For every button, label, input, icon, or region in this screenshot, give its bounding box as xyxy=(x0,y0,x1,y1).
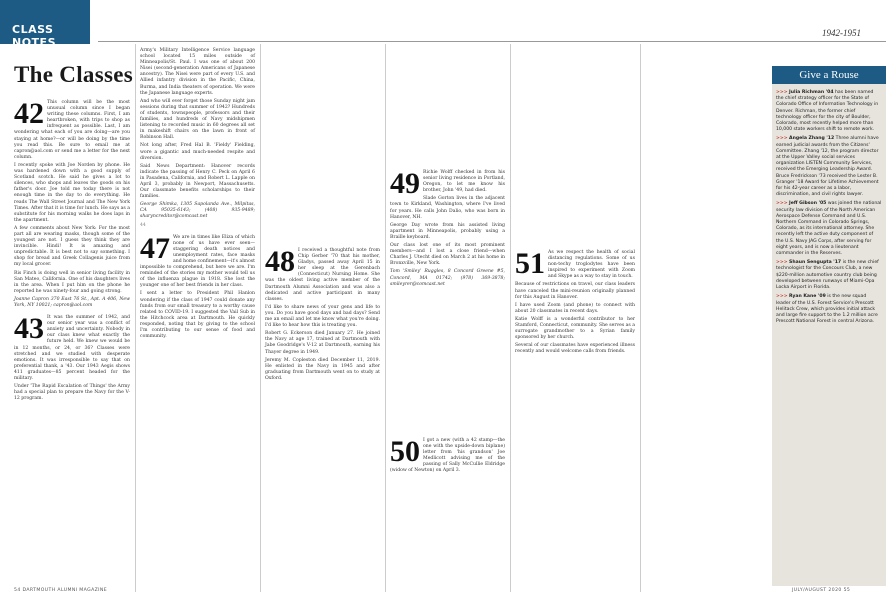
note-paragraph: Because of restrictions on travel, our class leaders have canceled the mini-reunion originally planned for this August in Hanover. xyxy=(515,282,635,300)
note-paragraph: It was the summer of 1942, and our senior year was a conflict of anxiety and uncertainty. Nobody in our class knew what exactly the future held. We knew we would be in 12 months, or 24, or 36? Classes were stretched and we studied with desperate emotions. It was irresponsible to say that on preferential thank, a '43. Our 1943 Aegis shows 411 graduates—85 percent headed for the military. xyxy=(14,315,130,382)
rouse-text: was joined the national security law division of the North American Aerospace Defense Command and U.S. Northern Command in Colorado Springs, Colorado, as its international attorney. She recently left the active duty component of the U.S. Navy JAG Corps, after serving for eight years, and is now a lieutenant commander in the Reserves. xyxy=(776,201,882,257)
column-divider xyxy=(135,44,136,592)
column-3 xyxy=(265,48,380,384)
rouse-text: is the new chief technologist for the Concours Club, a new $220-million automotive country club being developed between runways of Miami-Opa Locka Airport in Florida. xyxy=(776,260,879,291)
note-paragraph: I received a thoughtful note from Chip Gerber '70 that his mother, Gladys, passed away April 15 in her sleep at the Gerenbach (Connecticut) Nursing Home. She was the oldest living active member of the Dartmouth Alumni Association and was also a dedicated and active participant in many classes. xyxy=(265,248,380,302)
rouse-text: has been named the chief strategy officer for the State of Colorado Office of Information Technology in Denver. Richman, the former chief technology officer for the city of Boulder, Colorado, most recently helped more than 10,000 state workers shift to remote work. xyxy=(776,90,879,133)
note-paragraph: Ris Finch is doing well in senior living facility in San Mateo, California. One of his daughters lives in the area. When I put him on the phone he reported he was ninety-four and going strong. xyxy=(14,270,130,294)
section-band xyxy=(0,0,90,49)
note-paragraph: And who will ever forget those Sunday night jam sessions during that summer of 1942? Hundreds of students, townspeople, professors and their families, and hundreds of Navy midshipmen listening to recorded music in 60 degrees all set in makeshift chairs on the lawn in front of Robinson Hall. xyxy=(140,98,255,141)
class-note xyxy=(515,247,635,356)
class-note xyxy=(390,434,505,475)
column-4 xyxy=(390,167,505,476)
note-paragraph: This column will be the most unusual column since I began writing these columns. First, I am heartbroken, with trips to shop as infrequent as possible. Last, I am wondering what each of you are doing—are you staying at home?—or will be doing by the time you read this. Be sure to email me at capron@aol.com or send me a letter for the next column. xyxy=(14,100,130,160)
rouse-name: Shaun Sengupta '17 xyxy=(789,260,842,266)
footer-right: JULY/AUGUST 2020 55 xyxy=(792,588,851,593)
note-signature: George Shimka, 1305 Sapolanda Ave., Milpitas, CA 95035-6143; (408) 935-9489; sharyncreditor@comcast.net xyxy=(140,202,255,220)
class-note xyxy=(390,167,505,288)
note-paragraph: George Day wrote from his assisted living apartment in Minneapolis, probably using a Braille keyboard. xyxy=(390,222,505,240)
chevron-right-icon: >>> xyxy=(776,90,788,95)
page-title: The Classes xyxy=(14,62,133,87)
class-note xyxy=(265,245,380,382)
section-label: CLASS NOTES xyxy=(12,23,56,49)
note-paragraph: Several of our classmates have experienced illness recently and would welcome calls from friends. xyxy=(515,343,635,355)
note-paragraph: Not long after, Fred Hal B. 'Fieldy' Fielding, wore a gigantic and much-needed respite and diversion. xyxy=(140,143,255,161)
column-divider xyxy=(640,44,641,592)
chevron-right-icon: >>> xyxy=(776,136,788,142)
class-year-hidden: 44 xyxy=(140,222,146,228)
note-paragraph xyxy=(645,48,765,54)
note-signature: Joanne Capron 370 East 76 St., Apt. A 406, New York, NY 10021; capron@aol.com xyxy=(14,296,130,308)
column-1 xyxy=(14,97,130,404)
note-paragraph: I have used Zoom (and phone) to connect with about 20 classmates in recent days. xyxy=(515,302,635,314)
class-note xyxy=(14,97,130,309)
note-paragraph: I recently spoke with Joe Norden by phone. He was hardened down with a good supply of Scotland scotch. He said he gives a lot to silences, who shops and leaves the goods on his father's door. Joe told me today there is not enough time in the day to do everything. He reads The Wall Street Journal and The New York Times. After that it is time for lunch. He says as a substitute for his morning walks he does laps in the apartment. xyxy=(14,162,130,223)
note-paragraph: We are in times like Eliza of which none of us have ever seen—staggering death notices and unemployment rates, face masks and home confinement—it's almost impossible to comprehend, but here we are. I'm reminded of the stories my mother would tell us of the influenza plague in 1918. She lost the younger one of her best friends in her class. xyxy=(140,234,255,289)
give-a-rouse-items xyxy=(776,90,882,328)
class-year: 51 xyxy=(515,247,545,280)
class-note xyxy=(140,48,255,229)
column-6 xyxy=(645,48,765,56)
class-note xyxy=(140,231,255,341)
chevron-right-icon: >>> xyxy=(776,201,788,207)
column-divider xyxy=(385,44,386,592)
rouse-item xyxy=(776,201,882,257)
note-paragraph: I sent a letter to President Phil Hanlon wondering if the class of 1947 could donate any funds from our small treasury to a worthy cause related to COVID-19. I suggested the Vail Sub in the Hitchcock area at Dartmouth. He quickly responded, noting that by giving to the school I'm contributing to our sense of food and community. xyxy=(140,291,255,340)
note-paragraph: Robert G. Eckerson died January 27. He joined the Navy at age 17, trained at Dartmouth with Jabe Goodridge's V-12 at Dartmouth, earning his Thayer degree in 1949. xyxy=(265,331,380,355)
column-2 xyxy=(140,48,255,342)
note-paragraph: Richie Wolff checked in from his senior living residence in Portland, Oregon, to let me know his brother, John '49, had died. xyxy=(423,170,505,194)
rouse-name: Julia Richman '04 xyxy=(789,90,834,95)
class-year: 50 xyxy=(390,434,420,468)
note-paragraph: A few comments about New York: For the most part all are wearing masks, though some of the youngest are not. I guess they think they are invincible. Hindi! It is amazing and unpredictable. It is best not to say something. I shop for bread and Greek Collagenis juice from my local grocer. xyxy=(14,225,130,268)
note-paragraph: As we respect the health of social distancing regulations. Some of us non-techy troglodytes have been inspired to experiment with Zoom and Skype as a way to stay in touch. xyxy=(548,250,635,280)
rouse-text: Three alumni have earned judicial awards from the Citizens' Committee. Zhang '12, the program director at the Upper Valley social services organization LISTEN Community Services, received the Emerging Leadership Award. Bruce Fredrickson '73 received the Lester B. Granger '18 Award for Lifetime Achievement for his 42-year career as a labor, discrimination, and civil rights lawyer. xyxy=(776,136,879,198)
class-year: 48 xyxy=(265,245,295,278)
note-paragraph: Our class lost one of its most prominent members—and I lost a close friend—when Charles J. Utecht died on March 2 at his home in Bronxville, New York. xyxy=(390,243,505,267)
rouse-item xyxy=(776,136,882,198)
chevron-right-icon: >>> xyxy=(776,294,788,300)
rouse-text: is the new squad leader of the U.S. Forest Service's Prescott Helitack Crew, which provides initial attack and large fire support to the 1.2 million acre Prescott National Forest in central Arizona. xyxy=(776,294,878,325)
give-a-rouse-title: Give a Rouse xyxy=(772,66,886,84)
rouse-item xyxy=(776,90,882,133)
note-signature: Tom 'Smiley' Ruggles, 8 Concord Greene #5, Concord, MA 01742; (978) 369-3878; smileyrer@comcast.net xyxy=(390,269,505,287)
note-paragraph: Army's Military Intelligence Service language school located 15 miles outside of Minneapolis/St. Paul. I was one of about 200 Nisei (second-generation Americans of Japanese ancestry). The Nisei were part of every U.S. and Allied infantry division in the Pacific, China, Burma, and India theaters of operation. We were the Japanese language experts. xyxy=(140,48,255,96)
class-year: 42 xyxy=(14,97,44,130)
rouse-name: Angela Zhang '12 xyxy=(789,136,835,142)
chevron-right-icon: >>> xyxy=(776,260,788,266)
note-paragraph: Slade Gorton lives in the adjacent town to Kirkland, Washington, where I've lived for years. He calls John Dalio, who was born in Hanover, NH. xyxy=(390,196,505,220)
rouse-name: Jeff Gibson '05 xyxy=(789,201,827,207)
header-rule xyxy=(98,41,886,42)
year-range: 1942-1951 xyxy=(822,28,861,38)
column-5 xyxy=(515,247,635,358)
footer-left: 54 DARTMOUTH ALUMNI MAGAZINE xyxy=(14,588,108,593)
rouse-item xyxy=(776,260,882,291)
rouse-item xyxy=(776,294,882,325)
column-divider xyxy=(510,44,511,592)
note-paragraph: Jeremy M. Copleston died December 11, 2019. He enlisted in the Navy in 1945 and after graduating from Dartmouth went on to study at Oxford. xyxy=(265,357,380,381)
rouse-name: Ryan Kane '09 xyxy=(789,294,826,300)
column-divider xyxy=(260,44,261,592)
class-year: 43 xyxy=(14,312,44,346)
note-paragraph: Katie Wolff is a wonderful contributor to her Stamford, Connecticut, community. She serves as a surrogate grandmother to a Syrian family sponsored by her church. xyxy=(515,316,635,341)
note-paragraph: I got a new (with a 42 stamp—the one with the upside-down biplane) letter from 'his grandson' Joe Medlicott advising me of the passing of Sally McCullie Eldridge (widow of Newton) on April 3. xyxy=(390,437,505,474)
note-paragraph: Under 'The Rapid Escalation of Things' the Army had a special plan to prepare the Navy for the V-12 program. xyxy=(14,384,130,402)
note-paragraph: I'd like to share news of your gens and life to you. Do you have good days and bad days? Send me an email and let me know what you're doing. I'd like to hear how this is treating you. xyxy=(265,304,380,329)
note-paragraph: Said News Department: Hanover records indicate the passing of Henry C. Peck on April 6 in Pasadena, California, and Robert L. Lapple on April 3, probably in Newport, Massachusetts. Our classmate benefits scholarships to their families. xyxy=(140,163,255,200)
class-year: 47 xyxy=(140,231,170,265)
class-note xyxy=(14,312,130,402)
class-year: 49 xyxy=(390,167,420,200)
